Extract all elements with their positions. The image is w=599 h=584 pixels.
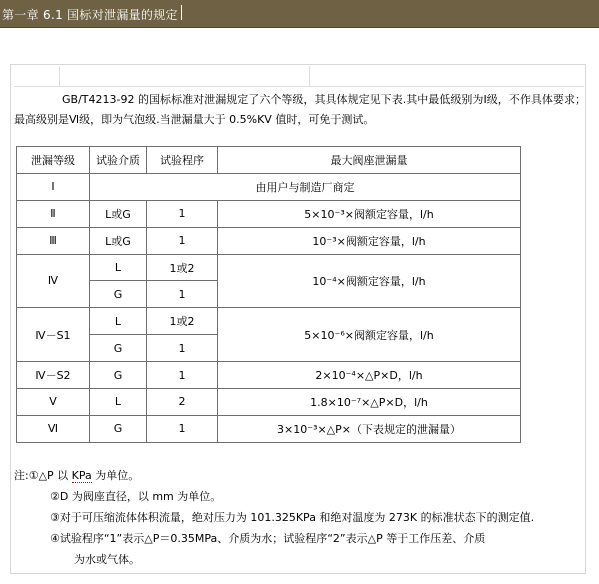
grade-cell[interactable]: Ⅰ <box>17 173 90 200</box>
grade-cell[interactable]: Ⅴ <box>17 389 90 416</box>
table-row <box>17 227 521 254</box>
medium-cell[interactable]: L或G <box>90 227 147 254</box>
grade-cell[interactable]: Ⅲ <box>17 227 90 254</box>
medium-cell[interactable]: G <box>90 335 147 362</box>
grade-cell[interactable]: Ⅱ <box>17 200 90 227</box>
guide-line <box>14 86 584 87</box>
procedure-cell[interactable]: 1 <box>147 415 218 442</box>
leakage-cell[interactable]: 1.8×10⁻⁷×△P×D，l/h <box>218 389 521 416</box>
table-row <box>17 254 521 281</box>
leakage-cell[interactable]: 5×10⁻³×阀额定容量，l/h <box>218 200 521 227</box>
grade-cell[interactable]: Ⅳ－S2 <box>17 362 90 389</box>
procedure-cell[interactable]: 1或2 <box>147 254 218 281</box>
guide-line <box>59 66 60 86</box>
leakage-cell[interactable]: 10⁻³×阀额定容量，l/h <box>218 227 521 254</box>
header-cell[interactable]: 试验程序 <box>147 147 218 174</box>
header-cell[interactable]: 试验介质 <box>90 147 147 174</box>
procedure-cell[interactable]: 1或2 <box>147 308 218 335</box>
procedure-cell[interactable]: 1 <box>147 362 218 389</box>
medium-cell[interactable]: L <box>90 308 147 335</box>
grade-cell[interactable]: Ⅳ－S1 <box>17 308 90 362</box>
grade-cell[interactable]: Ⅵ <box>17 415 90 442</box>
leakage-cell[interactable]: 2×10⁻⁴×△P×D，l/h <box>218 362 521 389</box>
table-row <box>17 415 521 442</box>
table-row <box>17 389 521 416</box>
table-row <box>17 173 521 200</box>
note-text: 为单位。 <box>91 469 140 482</box>
merged-cell[interactable]: 由用户与制造厂商定 <box>90 173 521 200</box>
note-4[interactable]: ④试验程序“1”表示△P＝0.35MPa、介质为水；试验程序“2”表示△P 等于工作压差、介质 <box>50 532 486 545</box>
medium-cell[interactable]: L <box>90 254 147 281</box>
note-1[interactable] <box>14 465 534 486</box>
table-row <box>17 200 521 227</box>
note-2[interactable]: ②D 为阀座直径，以 mm 为单位。 <box>50 490 222 503</box>
procedure-cell[interactable]: 1 <box>147 335 218 362</box>
text-cursor <box>181 5 182 20</box>
table-row <box>17 362 521 389</box>
note-text: 注:①△P 以 <box>14 469 72 482</box>
medium-cell[interactable]: G <box>90 281 147 308</box>
medium-cell[interactable]: L <box>90 389 147 416</box>
leakage-cell[interactable]: 10⁻⁴×阀额定容量，l/h <box>218 254 521 308</box>
document-title[interactable]: 第一章 6.1 国标对泄漏量的规定 <box>2 8 178 22</box>
table-row <box>17 308 521 335</box>
medium-cell[interactable]: G <box>90 362 147 389</box>
leakage-table <box>16 146 521 443</box>
title-bar <box>0 0 599 28</box>
medium-cell[interactable]: G <box>90 415 147 442</box>
note-4-continued[interactable]: 为水或气体。 <box>74 553 140 566</box>
leakage-cell[interactable]: 3×10⁻³×△P×（下表规定的泄漏量） <box>218 415 521 442</box>
procedure-cell[interactable]: 1 <box>147 200 218 227</box>
header-cell[interactable]: 泄漏等级 <box>17 147 90 174</box>
procedure-cell[interactable]: 1 <box>147 281 218 308</box>
medium-cell[interactable]: L或G <box>90 200 147 227</box>
procedure-cell[interactable]: 1 <box>147 227 218 254</box>
header-cell[interactable]: 最大阀座泄漏量 <box>218 147 521 174</box>
spellcheck-word: KPa <box>71 469 92 482</box>
note-3[interactable]: ③对于可压缩流体体积流量，绝对压力为 101.325KPa 和绝对温度为 273K 的标准状态下的测定值. <box>50 511 535 524</box>
leakage-cell[interactable]: 5×10⁻⁶×阀额定容量，l/h <box>218 308 521 362</box>
grade-cell[interactable]: Ⅳ <box>17 254 90 308</box>
intro-paragraph[interactable]: GB/T4213-92 的国标标准对泄漏规定了六个等级，其具体规定见下表.其中最低级别为Ⅰ级，不作具体要求；最高级别是Ⅵ级，即为气泡级.当泄漏量大于 0.5%KV 值时，可免于测试。 <box>14 93 586 126</box>
guide-line <box>309 66 310 86</box>
table-header-row <box>17 147 521 174</box>
procedure-cell[interactable]: 2 <box>147 389 218 416</box>
notes-section <box>14 465 534 570</box>
